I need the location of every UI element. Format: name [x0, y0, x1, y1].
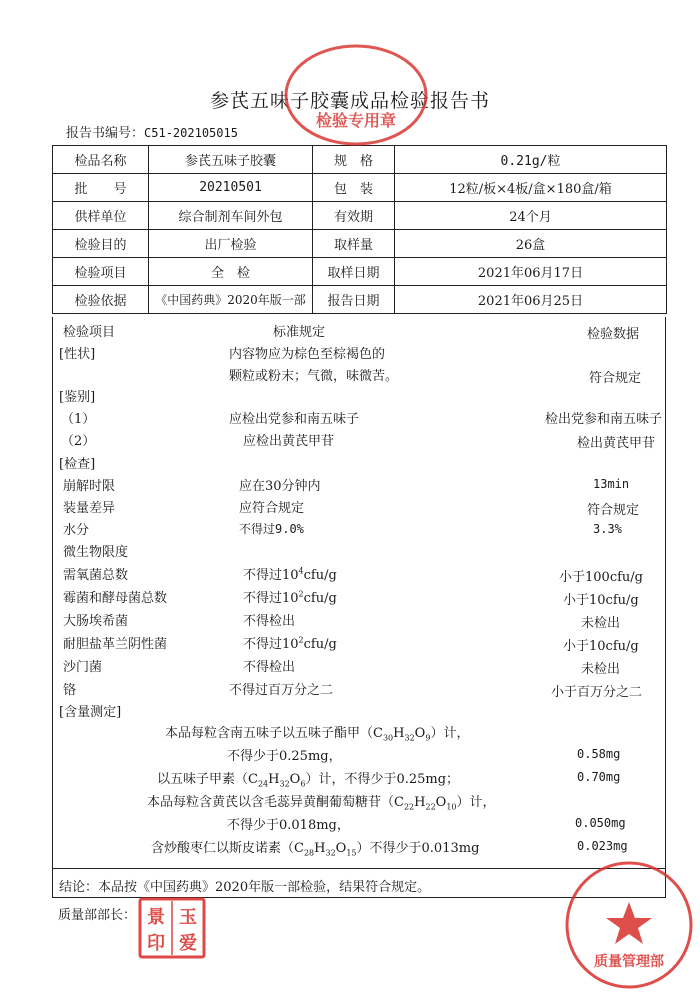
info-label: 取样量 — [313, 230, 395, 258]
info-value: 2021年06月25日 — [395, 286, 667, 314]
info-row — [53, 258, 667, 286]
microbial-limit-label: 微生物限度 — [63, 545, 129, 560]
report-number-label: 报告书编号： — [66, 126, 145, 141]
assay-line-2: 不得少于0.25mg， — [227, 749, 342, 764]
assay-line-1: 本品每粒含南五味子以五味子酯甲$(C_{30}H_{32}O_9)$计， — [165, 726, 470, 743]
info-label: 检验项目 — [53, 258, 149, 286]
assay-result-1: 0.58mg — [577, 747, 621, 761]
assay-line-5: 不得少于0.018mg， — [227, 818, 350, 833]
section-heading-appearance: [性状] — [59, 347, 96, 362]
chromium-standard: 不得过百万分之二 — [229, 683, 334, 698]
info-label: 规 格 — [313, 146, 395, 174]
info-row — [53, 174, 667, 202]
svg-text:印: 印 — [147, 933, 165, 954]
info-label: 取样日期 — [313, 258, 395, 286]
info-row — [53, 146, 667, 174]
info-row — [53, 286, 667, 314]
info-label: 检验依据 — [53, 286, 149, 314]
col-header-standard: 标准规定 — [273, 325, 326, 340]
svg-text:景: 景 — [147, 907, 165, 928]
info-row — [53, 202, 667, 230]
identification-1-standard: 应检出党参和南五味子 — [229, 412, 360, 427]
identification-2-standard: 应检出黄芪甲苷 — [243, 434, 335, 449]
identification-1-result: 检出党参和南五味子 — [545, 412, 663, 427]
salmonella-label: 沙门菌 — [63, 660, 103, 675]
mold-yeast-standard: 不得过$10^2cfu/g$ — [243, 589, 337, 606]
chromium-result: 小于百万分之二 — [551, 685, 643, 700]
chromium-label: 铬 — [63, 683, 77, 698]
svg-text:爱: 爱 — [179, 933, 197, 954]
disintegration-result: 13min — [593, 477, 630, 491]
col-header-data: 检验数据 — [587, 327, 640, 342]
svg-text:玉: 玉 — [179, 907, 197, 928]
identification-2-result: 检出黄芪甲苷 — [577, 436, 656, 451]
aerobic-standard: 不得过$10^4cfu/g$ — [243, 566, 337, 583]
section-heading-identification: [鉴别] — [59, 390, 96, 405]
appearance-standard-line1: 内容物应为棕色至棕褐色的 — [229, 347, 386, 362]
conclusion: 结论：本品按《中国药典》2020年版一部检验，结果符合规定。 — [59, 880, 431, 895]
info-label: 检品名称 — [53, 146, 149, 174]
info-label: 报告日期 — [313, 286, 395, 314]
page-title: 参芪五味子胶囊成品检验报告书 — [209, 90, 490, 112]
info-value: 全 检 — [149, 258, 313, 286]
info-value: 12粒/板×4板/盒×180盒/箱 — [395, 174, 667, 202]
results-section — [52, 317, 666, 898]
identification-2-label: （2） — [61, 434, 96, 449]
signature-seal — [138, 897, 206, 959]
quality-stamp — [562, 858, 696, 992]
info-label: 有效期 — [313, 202, 395, 230]
info-label: 供样单位 — [53, 202, 149, 230]
info-label: 包 装 — [313, 174, 395, 202]
assay-line-6: 含炒酸枣仁以斯皮诺素$(C_{28}H_{32}O_{15})$不得少于0.013mg — [151, 841, 480, 858]
disintegration-standard: 应在30分钟内 — [239, 479, 321, 494]
salmonella-result: 未检出 — [581, 662, 621, 677]
assay-result-2: 0.70mg — [577, 770, 621, 784]
info-value: 参芪五味子胶囊 — [149, 146, 313, 174]
moisture-standard: 不得过9.0% — [239, 522, 304, 536]
info-value: 综合制剂车间外包 — [149, 202, 313, 230]
salmonella-standard: 不得检出 — [243, 660, 296, 675]
assay-line-4: 本品每粒含黄芪以含毛蕊异黄酮葡萄糖苷$(C_{22}H_{22}O_{10})$计， — [147, 795, 496, 812]
disintegration-label: 崩解时限 — [63, 479, 116, 494]
report-number-value: C51-202105015 — [144, 126, 238, 140]
appearance-result: 符合规定 — [589, 371, 642, 386]
svg-text:质量管理部: 质量管理部 — [594, 954, 664, 970]
info-value: 26盒 — [395, 230, 667, 258]
moisture-result: 3.3% — [593, 522, 622, 536]
mold-yeast-result: 小于10cfu/g — [563, 593, 639, 608]
section-heading-assay: [含量测定] — [59, 705, 122, 720]
bile-tolerant-result: 小于10cfu/g — [563, 639, 639, 654]
info-label: 批 号 — [53, 174, 149, 202]
weight-variation-result: 符合规定 — [587, 503, 640, 518]
ecoli-label: 大肠埃希菌 — [63, 614, 129, 629]
quality-head-label: 质量部部长： — [58, 908, 137, 923]
svg-text:检验专用章: 检验专用章 — [315, 111, 397, 130]
inspection-stamp — [282, 42, 430, 148]
info-value: 20210501 — [149, 174, 313, 202]
identification-1-label: （1） — [61, 412, 96, 427]
info-label: 检验目的 — [53, 230, 149, 258]
bile-tolerant-label: 耐胆盐革兰阴性菌 — [63, 637, 168, 652]
info-table — [52, 145, 667, 314]
moisture-label: 水分 — [63, 523, 90, 538]
section-heading-inspection: [检查] — [59, 457, 96, 472]
appearance-standard-line2: 颗粒或粉末；气微，味微苦。 — [229, 369, 399, 384]
ecoli-result: 未检出 — [581, 616, 621, 631]
aerobic-result: 小于100cfu/g — [559, 570, 643, 585]
bile-tolerant-standard: 不得过$10^2cfu/g$ — [243, 635, 337, 652]
report-number — [66, 122, 238, 141]
assay-result-3: 0.050mg — [575, 816, 626, 830]
aerobic-label: 需氧菌总数 — [63, 568, 129, 583]
info-value: 2021年06月17日 — [395, 258, 667, 286]
mold-yeast-label: 霉菌和酵母菌总数 — [63, 591, 168, 606]
assay-line-3: 以五味子甲素$(C_{24}H_{32}O_6)$计，不得少于0.25mg； — [157, 772, 460, 789]
ecoli-standard: 不得检出 — [243, 614, 296, 629]
info-value: 出厂检验 — [149, 230, 313, 258]
weight-variation-standard: 应符合规定 — [239, 501, 305, 516]
col-header-item: 检验项目 — [63, 325, 116, 340]
info-value: 24个月 — [395, 202, 667, 230]
assay-result-4: 0.023mg — [577, 839, 628, 853]
info-value: 《中国药典》2020年版一部 — [149, 286, 313, 314]
weight-variation-label: 装量差异 — [63, 501, 116, 516]
info-value: 0.21g/粒 — [395, 146, 667, 174]
info-row — [53, 230, 667, 258]
